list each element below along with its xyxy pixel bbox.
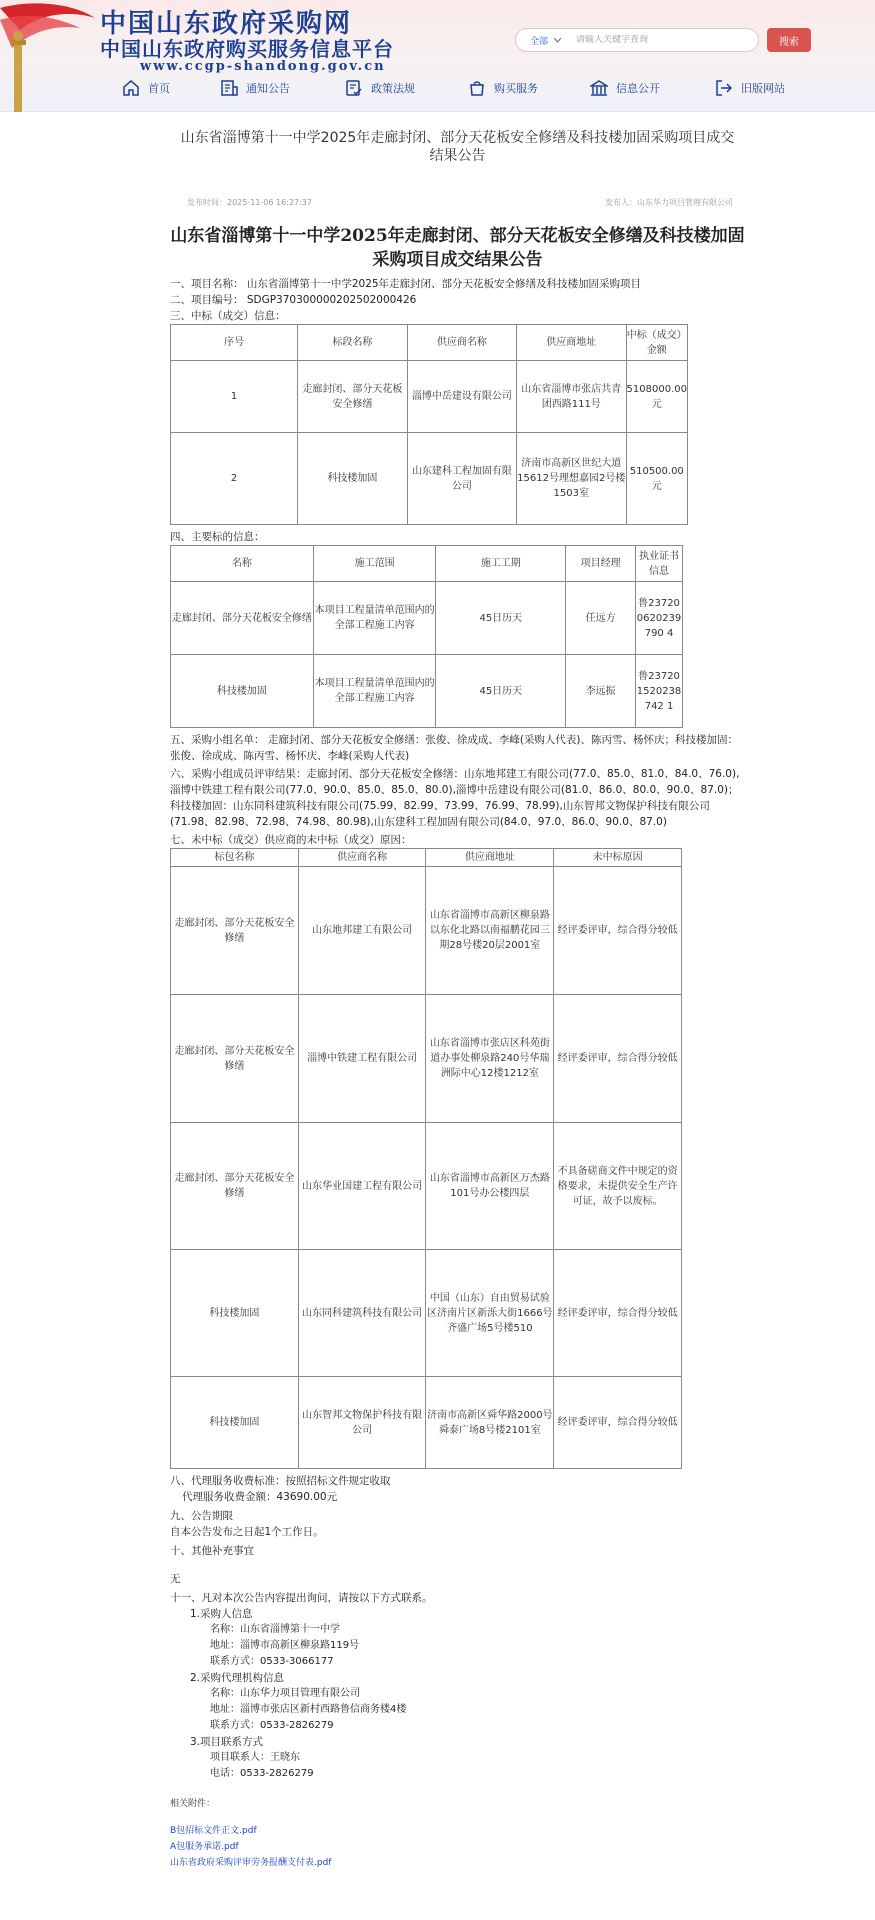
table-cell: 科技楼加固: [171, 1250, 299, 1377]
table-cell: 淄博中铁建工程有限公司: [298, 995, 426, 1123]
article-content: [170, 112, 745, 1871]
nav-policy[interactable]: [345, 76, 415, 100]
award-table: [170, 324, 688, 525]
notice-icon: [220, 79, 238, 97]
table-header-cell: 标段名称: [298, 325, 407, 361]
table-row: [171, 361, 688, 433]
table-cell: 本项目工程量清单范围内的全部工程施工内容: [313, 582, 436, 655]
table-row: [171, 1250, 682, 1377]
table-row: [171, 433, 688, 525]
section-period: 九、公告期限: [170, 1510, 233, 1522]
project-name: 一、项目名称： 山东省淄博第十一中学2025年走廊封闭、部分天花板安全修缮及科技楼加固采购项目: [170, 278, 642, 290]
search-scope-label: 全部: [530, 36, 549, 47]
section-unsuccessful: 七、未中标（成交）供应商的未中标（成交）原因：: [170, 834, 412, 846]
table-cell: 科技楼加固: [171, 1377, 299, 1469]
table-cell: 科技楼加固: [298, 433, 407, 525]
table-cell: 不具备磋商文件中规定的资格要求，未提供安全生产许可证，故予以废标。: [554, 1123, 682, 1250]
nav-home[interactable]: [122, 76, 170, 100]
table-cell: 鲁237201520238742 1: [636, 655, 683, 728]
table-header-cell: 名称: [171, 546, 314, 582]
table-header-cell: 施工工期: [436, 546, 566, 582]
contact-buyer-heading: 1.采购人信息: [190, 1608, 253, 1620]
review-team: 五、采购小组名单： 走廊封闭、部分天花板安全修缮：张俊、徐成成、李峰(采购人代表)、陈丙雪、杨怀庆；科技楼加固：张俊、徐成成、陈丙雪、杨怀庆、李峰(采购人代表): [170, 734, 739, 762]
nav-notices[interactable]: [220, 76, 290, 100]
contact-agency-address: 地址：淄博市张店区新村西路鲁信商务楼4楼: [210, 1704, 407, 1715]
section-contact: 十一、凡对本次公告内容提出询问，请按以下方式联系。: [170, 1592, 433, 1604]
attachment-link[interactable]: 山东省政府采购评审劳务报酬支付表.pdf: [170, 1858, 332, 1868]
table-cell: 李远振: [566, 655, 636, 728]
table-cell: 中国（山东）自由贸易试验区济南片区新泺大街1666号齐盛广场5号楼510: [426, 1250, 554, 1377]
home-icon: [122, 79, 140, 97]
contact-project-heading: 3.项目联系方式: [190, 1736, 264, 1748]
nav-notices-label: 通知公告: [246, 82, 290, 95]
table-cell: 山东同科建筑科技有限公司: [298, 1250, 426, 1377]
table-cell: 经评委评审，综合得分较低: [554, 1377, 682, 1469]
contact-project-phone: 电话：0533-2826279: [210, 1768, 314, 1779]
search-input[interactable]: [576, 35, 746, 45]
contact-project-person: 项目联系人：王晓东: [210, 1752, 300, 1763]
agency-fee-amount: 代理服务收费金额：43690.00元: [182, 1491, 338, 1503]
table-header-cell: 供应商名称: [407, 325, 516, 361]
contact-agency-name: 名称：山东华力项目管理有限公司: [210, 1688, 360, 1699]
table-row: [171, 1377, 682, 1469]
unsuccessful-table: [170, 848, 682, 1469]
logo-title: 中国山东政府采购网: [100, 9, 353, 39]
table-cell: 走廊封闭、部分天花板安全修缮: [171, 1123, 299, 1250]
section-other: 十、其他补充事宜: [170, 1545, 254, 1557]
table-header-cell: 项目经理: [566, 546, 636, 582]
section-main-items: 四、主要标的信息：: [170, 531, 265, 543]
nav-services[interactable]: [468, 76, 538, 100]
table-cell: 任远方: [566, 582, 636, 655]
table-header-cell: 执业证书信息: [636, 546, 683, 582]
table-header-cell: 供应商地址: [517, 325, 627, 361]
chevron-down-icon: [554, 38, 561, 43]
table-cell: 走廊封闭、部分天花板安全修缮: [171, 995, 299, 1123]
contact-buyer-name: 名称：山东省淄博第十一中学: [210, 1624, 340, 1635]
table-cell: 山东省淄博市高新区柳泉路以东化北路以南福鹏花园三期28号楼20层2001室: [426, 867, 554, 995]
table-cell: 淄博中岳建设有限公司: [407, 361, 516, 433]
publish-time: 发布时间：2025-11-06 16:27:37: [187, 198, 312, 207]
table-header-cell: 未中标原因: [554, 849, 682, 867]
table-header-cell: 中标（成交）金额: [626, 325, 687, 361]
table-row: [171, 867, 682, 995]
nav-disclosure[interactable]: [590, 76, 660, 100]
review-results: 六、采购小组成员评审结果：走廊封闭、部分天花板安全修缮：山东地邦建工有限公司(77.0、85.0、81.0、84.0、76.0),淄博中铁建工程有限公司(77.0、90.0、85.0、85.0、80.0),淄博中岳建设有限公司(81.0、86.0、80.0、90.0、87.0)；科技楼加固：山东同科建筑科技有限公司(75.99、82.99、73.99、76.99、78.99),山东智邦文物保护科技有限公司(71.98、82.98、72.98、74.98、80.98),山东建科工程加固有限公司(84.0、97.0、86.0、90.0、87.0): [170, 768, 740, 828]
table-cell: 济南市高新区舜华路2000号舜泰广场8号楼2101室: [426, 1377, 554, 1469]
table-cell: 山东地邦建工有限公司: [298, 867, 426, 995]
announcement-title: 山东省淄博第十一中学2025年走廊封闭、部分天花板安全修缮及科技楼加固采购项目成交结果公告: [170, 226, 745, 270]
exit-arrow-icon: [715, 79, 733, 97]
table-header-cell: 序号: [171, 325, 298, 361]
table-cell: 鲁237200620239790 4: [636, 582, 683, 655]
attachment-list: [170, 1823, 745, 1871]
table-cell: 45日历天: [436, 655, 566, 728]
search-button[interactable]: 搜索: [767, 28, 811, 52]
attachment-link[interactable]: A包服务承诺.pdf: [170, 1842, 239, 1852]
article-meta: [170, 197, 745, 211]
search-scope-select[interactable]: [516, 34, 576, 47]
contact-buyer-address: 地址：淄博市高新区柳泉路119号: [210, 1640, 360, 1651]
logo-url: www.ccgp-shandong.gov.cn: [140, 59, 386, 74]
site-logo[interactable]: [100, 10, 430, 74]
table-cell: 走廊封闭、部分天花板安全修缮: [171, 582, 314, 655]
table-header-cell: 供应商名称: [298, 849, 426, 867]
project-code: 二、项目编号： SDGP370300000202502000426: [170, 294, 417, 306]
agency-fee-standard: 八、代理服务收费标准：按照招标文件规定收取: [170, 1475, 391, 1487]
table-cell: 济南市高新区世纪大道15612号理想嘉园2号楼1503室: [517, 433, 627, 525]
table-row: [171, 1123, 682, 1250]
table-row: [171, 995, 682, 1123]
table-row: [171, 655, 683, 728]
attachments-label: 相关附件：: [170, 1799, 216, 1809]
table-cell: 经评委评审，综合得分较低: [554, 1250, 682, 1377]
search-box: [515, 28, 759, 52]
site-header: [0, 0, 875, 112]
nav-home-label: 首页: [148, 82, 170, 95]
table-cell: 本项目工程量清单范围内的全部工程施工内容: [313, 655, 436, 728]
building-icon: [590, 79, 608, 97]
page-title: 山东省淄博第十一中学2025年走廊封闭、部分天花板安全修缮及科技楼加固采购项目成交结果公告: [180, 130, 735, 164]
nav-old-site-label: 旧版网站: [741, 82, 785, 95]
table-cell: 科技楼加固: [171, 655, 314, 728]
table-cell: 5108000.00元: [626, 361, 687, 433]
table-header-row: [171, 546, 683, 582]
table-header-cell: 供应商地址: [426, 849, 554, 867]
table-header-cell: 施工范围: [313, 546, 436, 582]
main-items-table: [170, 545, 683, 728]
contact-agency-heading: 2.采购代理机构信息: [190, 1672, 285, 1684]
document-check-icon: [345, 79, 363, 97]
main-nav: [0, 76, 875, 102]
table-header-row: [171, 849, 682, 867]
contact-buyer-phone: 联系方式：0533-3066177: [210, 1656, 334, 1667]
table-cell: 经评委评审，综合得分较低: [554, 995, 682, 1123]
publisher: 发布人：山东华力项目管理有限公司: [605, 198, 733, 207]
table-cell: 经评委评审，综合得分较低: [554, 867, 682, 995]
table-cell: 走廊封闭、部分天花板安全修缮: [171, 867, 299, 995]
nav-disclosure-label: 信息公开: [616, 82, 660, 95]
attachment-link[interactable]: B包招标文件正文.pdf: [170, 1826, 257, 1836]
contact-agency-phone: 联系方式：0533-2826279: [210, 1720, 334, 1731]
shopping-bag-icon: [468, 79, 486, 97]
table-row: [171, 582, 683, 655]
table-cell: 山东建科工程加固有限公司: [407, 433, 516, 525]
section-award-info: 三、中标（成交）信息：: [170, 310, 286, 322]
table-cell: 510500.00元: [626, 433, 687, 525]
table-cell: 2: [171, 433, 298, 525]
table-header-cell: 标包名称: [171, 849, 299, 867]
table-cell: 山东智邦文物保护科技有限公司: [298, 1377, 426, 1469]
logo-subtitle: 中国山东政府购买服务信息平台: [100, 37, 394, 61]
table-cell: 1: [171, 361, 298, 433]
table-header-row: [171, 325, 688, 361]
nav-old-site[interactable]: [715, 76, 785, 100]
table-cell: 山东华业国建工程有限公司: [298, 1123, 426, 1250]
table-cell: 45日历天: [436, 582, 566, 655]
table-cell: 山东省淄博市张店共青团西路111号: [517, 361, 627, 433]
other-text: 无: [170, 1573, 181, 1585]
period-text: 自本公告发布之日起1个工作日。: [170, 1526, 324, 1538]
table-cell: 山东省淄博市高新区万杰路101号办公楼四层: [426, 1123, 554, 1250]
nav-policy-label: 政策法规: [371, 82, 415, 95]
table-cell: 走廊封闭、部分天花板安全修缮: [298, 361, 407, 433]
nav-services-label: 购买服务: [494, 82, 538, 95]
table-cell: 山东省淄博市张店区科苑街道办事处柳泉路240号华瑞洲际中心12楼1212室: [426, 995, 554, 1123]
